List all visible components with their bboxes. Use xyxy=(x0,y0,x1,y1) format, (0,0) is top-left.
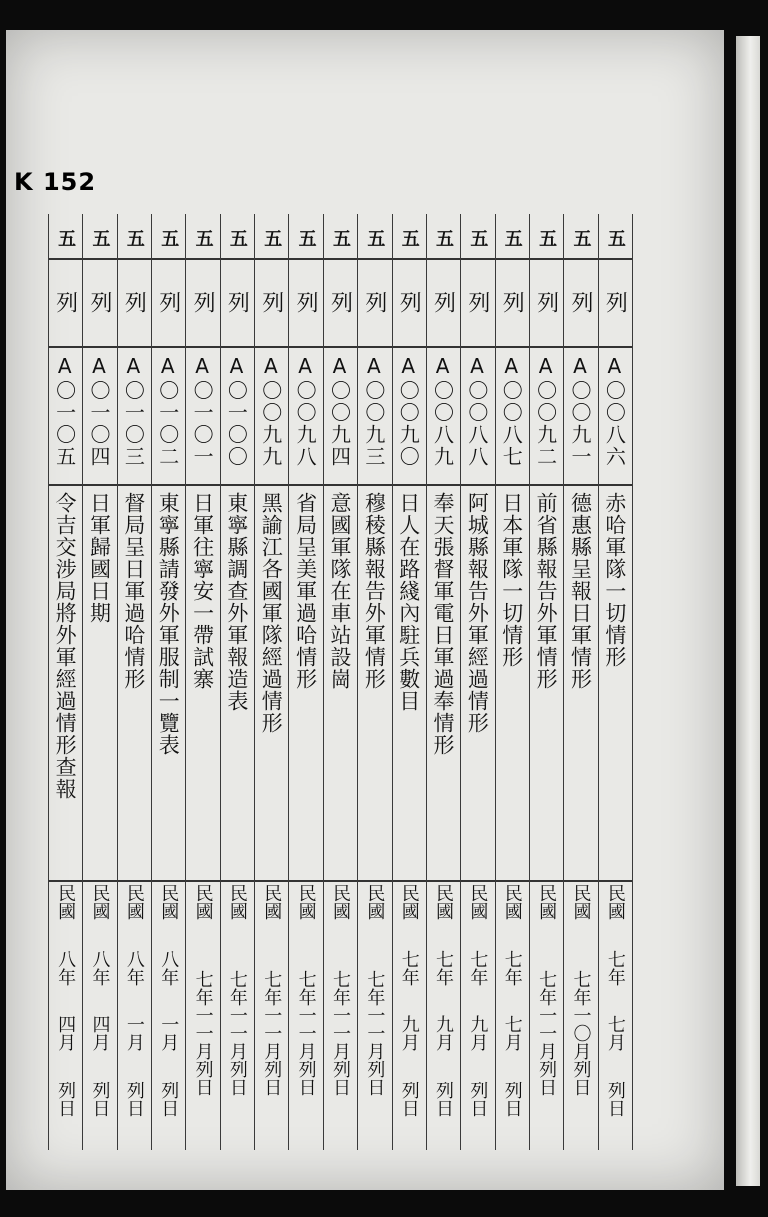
column-divider xyxy=(632,214,633,1150)
series-label: 列 xyxy=(361,291,387,313)
category-label-cell xyxy=(185,220,219,256)
item-title: 日本軍隊一切情形 xyxy=(499,492,524,668)
category-label-cell xyxy=(220,220,254,256)
item-title: 日軍往寧安一帶試寨 xyxy=(190,492,215,690)
date-part: 一月 xyxy=(123,1015,145,1051)
date-part: 七月 xyxy=(604,1015,626,1051)
item-date-cell xyxy=(288,884,322,1150)
category-label: 五 xyxy=(192,229,214,247)
series-label-cell xyxy=(460,262,494,342)
item-code-cell xyxy=(220,354,254,482)
item-title: 督局呈日軍過哈情形 xyxy=(121,492,146,690)
date-part: 列日 xyxy=(192,1060,214,1096)
item-code: A〇一〇二 xyxy=(155,354,180,468)
series-label-cell xyxy=(529,262,563,342)
item-code: A〇〇九二 xyxy=(533,354,558,468)
page-number: K 152 xyxy=(14,168,97,196)
item-title: 令吉交涉局將外軍經過情形查報 xyxy=(53,492,78,800)
item-title-cell xyxy=(288,492,322,882)
item-code-cell xyxy=(495,354,529,482)
item-title: 穆稜縣報告外軍情形 xyxy=(362,492,387,690)
item-title-cell xyxy=(563,492,597,882)
category-label: 五 xyxy=(604,229,626,247)
date-part: 列日 xyxy=(123,1080,145,1117)
series-label-cell xyxy=(495,262,529,342)
item-code: A〇〇九九 xyxy=(258,354,283,468)
item-title-cell xyxy=(220,492,254,882)
item-title-cell xyxy=(392,492,426,882)
catalog-entry xyxy=(460,214,494,1150)
item-title: 奉天張督軍電日軍過奉情形 xyxy=(431,492,456,756)
item-code: A〇一〇一 xyxy=(190,354,215,468)
date-part: 列日 xyxy=(55,1080,77,1117)
item-date xyxy=(400,884,418,1146)
item-code-cell xyxy=(460,354,494,482)
date-part: 民國 xyxy=(364,884,386,920)
catalog-entry xyxy=(288,214,322,1150)
catalog-entry xyxy=(495,214,529,1150)
item-title: 省局呈美軍過哈情形 xyxy=(293,492,318,690)
series-label-cell xyxy=(220,262,254,342)
series-label: 列 xyxy=(499,291,525,313)
item-date-cell xyxy=(563,884,597,1150)
category-label: 五 xyxy=(329,229,351,247)
item-title-cell xyxy=(82,492,116,882)
date-part: 七年 xyxy=(501,949,523,986)
category-label: 五 xyxy=(89,229,111,247)
date-part: 列日 xyxy=(295,1060,317,1096)
category-label-cell xyxy=(151,220,185,256)
date-part: 列日 xyxy=(226,1060,248,1096)
date-part: 民國 xyxy=(398,884,420,920)
series-label-cell xyxy=(82,262,116,342)
category-label: 五 xyxy=(433,229,455,247)
date-part: 七年一一月 xyxy=(226,970,248,1060)
category-label: 五 xyxy=(123,229,145,247)
category-label: 五 xyxy=(364,229,386,247)
item-code: A〇〇八六 xyxy=(602,354,627,468)
series-label-cell xyxy=(426,262,460,342)
date-part: 七年一一月 xyxy=(364,970,386,1060)
item-title-cell xyxy=(460,492,494,882)
series-label-cell xyxy=(151,262,185,342)
item-code-cell xyxy=(151,354,185,482)
date-part: 七年 xyxy=(467,949,489,986)
series-label-cell xyxy=(48,262,82,342)
date-part: 民國 xyxy=(329,884,351,920)
catalog-entry xyxy=(220,214,254,1150)
catalog-entry xyxy=(426,214,460,1150)
date-part: 民國 xyxy=(226,884,248,920)
item-title: 意國軍隊在車站設崗 xyxy=(327,492,352,690)
item-code-cell xyxy=(563,354,597,482)
item-title-cell xyxy=(48,492,82,882)
item-title-cell xyxy=(529,492,563,882)
date-part: 民國 xyxy=(192,884,214,920)
series-label: 列 xyxy=(430,291,456,313)
series-label-cell xyxy=(185,262,219,342)
date-part: 列日 xyxy=(364,1060,386,1096)
series-label: 列 xyxy=(464,291,490,313)
date-part: 列日 xyxy=(570,1060,592,1096)
date-part: 民國 xyxy=(55,884,77,920)
category-label-cell xyxy=(529,220,563,256)
item-title-cell xyxy=(598,492,632,882)
item-date-cell xyxy=(392,884,426,1150)
date-part: 列日 xyxy=(329,1060,351,1096)
item-code-cell xyxy=(117,354,151,482)
category-label: 五 xyxy=(501,229,523,247)
item-title-cell xyxy=(185,492,219,882)
item-title-cell xyxy=(254,492,288,882)
date-part: 四月 xyxy=(55,1015,77,1051)
item-code: A〇〇九三 xyxy=(361,354,386,468)
category-label: 五 xyxy=(570,229,592,247)
category-label: 五 xyxy=(536,229,558,247)
page-edge xyxy=(736,36,760,1186)
date-part: 九月 xyxy=(398,1015,420,1051)
item-title: 赤哈軍隊一切情形 xyxy=(602,492,627,668)
item-code: A〇一〇五 xyxy=(52,354,77,468)
item-code: A〇一〇三 xyxy=(121,354,146,468)
date-part: 民國 xyxy=(123,884,145,920)
date-part: 七年一一月 xyxy=(536,970,558,1060)
date-part: 民國 xyxy=(570,884,592,920)
item-date-cell xyxy=(185,884,219,1150)
item-date-cell xyxy=(220,884,254,1150)
catalog-entry xyxy=(563,214,597,1150)
series-label-cell xyxy=(254,262,288,342)
series-label: 列 xyxy=(155,291,181,313)
item-date-cell xyxy=(529,884,563,1150)
date-part: 八年 xyxy=(123,949,145,986)
series-label-cell xyxy=(117,262,151,342)
item-title: 東寧縣請發外軍服制一覽表 xyxy=(156,492,181,756)
date-part: 列日 xyxy=(467,1080,489,1117)
date-part: 民國 xyxy=(536,884,558,920)
item-date xyxy=(331,884,349,1146)
item-code-cell xyxy=(392,354,426,482)
category-label-cell xyxy=(48,220,82,256)
catalog-entry xyxy=(117,214,151,1150)
catalog-entry xyxy=(598,214,632,1150)
date-part: 民國 xyxy=(501,884,523,920)
item-title-cell xyxy=(151,492,185,882)
item-code: A〇〇九八 xyxy=(293,354,318,468)
date-part: 七月 xyxy=(501,1015,523,1051)
catalog-entry xyxy=(323,214,357,1150)
category-label: 五 xyxy=(467,229,489,247)
item-date xyxy=(433,884,455,1146)
category-label-cell xyxy=(392,220,426,256)
category-label-cell xyxy=(117,220,151,256)
item-code: A〇〇九一 xyxy=(567,354,592,468)
catalog-entry xyxy=(392,214,426,1150)
date-part: 列日 xyxy=(433,1080,455,1117)
series-label: 列 xyxy=(396,291,422,313)
series-label: 列 xyxy=(121,291,147,313)
item-date xyxy=(125,884,143,1146)
catalog-entry xyxy=(82,214,116,1150)
item-code-cell xyxy=(185,354,219,482)
item-date xyxy=(158,884,180,1146)
catalog-entry xyxy=(48,214,82,1150)
catalog-entry xyxy=(185,214,219,1150)
catalog-entry xyxy=(357,214,391,1150)
item-date xyxy=(261,884,283,1146)
date-part: 民國 xyxy=(261,884,283,920)
date-part: 民國 xyxy=(295,884,317,920)
item-date xyxy=(570,884,592,1146)
category-label: 五 xyxy=(55,229,77,247)
item-title-cell xyxy=(495,492,529,882)
date-part: 八年 xyxy=(89,949,111,986)
category-label-cell xyxy=(495,220,529,256)
date-part: 列日 xyxy=(501,1080,523,1117)
item-date xyxy=(364,884,386,1146)
item-title-cell xyxy=(426,492,460,882)
item-date-cell xyxy=(495,884,529,1150)
series-label: 列 xyxy=(567,291,593,313)
date-part: 列日 xyxy=(158,1080,180,1117)
item-title: 日軍歸國日期 xyxy=(87,492,112,624)
item-code-cell xyxy=(48,354,82,482)
date-part: 列日 xyxy=(89,1080,111,1117)
catalog-table xyxy=(48,214,632,1150)
item-title-cell xyxy=(117,492,151,882)
item-code-cell xyxy=(426,354,460,482)
date-part: 民國 xyxy=(89,884,111,920)
series-label: 列 xyxy=(258,291,284,313)
item-date-cell xyxy=(426,884,460,1150)
category-label-cell xyxy=(563,220,597,256)
item-title: 日人在路綫內駐兵數目 xyxy=(396,492,421,712)
series-label: 列 xyxy=(87,291,113,313)
series-label-cell xyxy=(563,262,597,342)
item-title: 德惠縣呈報日軍情形 xyxy=(568,492,593,690)
item-title-cell xyxy=(357,492,391,882)
series-label-cell xyxy=(323,262,357,342)
series-label: 列 xyxy=(52,291,78,313)
date-part: 七年 xyxy=(604,949,626,986)
catalog-entry xyxy=(529,214,563,1150)
item-code-cell xyxy=(598,354,632,482)
date-part: 一月 xyxy=(158,1015,180,1051)
item-date-cell xyxy=(357,884,391,1150)
date-part: 四月 xyxy=(89,1015,111,1051)
item-title: 前省縣報告外軍情形 xyxy=(534,492,559,690)
category-label: 五 xyxy=(158,229,180,247)
series-label-cell xyxy=(392,262,426,342)
date-part: 八年 xyxy=(55,949,77,986)
date-part: 列日 xyxy=(536,1060,558,1096)
item-title: 阿城縣報告外軍經過情形 xyxy=(465,492,490,734)
date-part: 七年一一月 xyxy=(295,970,317,1060)
item-code: A〇一〇四 xyxy=(87,354,112,468)
item-code: A〇〇九〇 xyxy=(396,354,421,468)
date-part: 民國 xyxy=(158,884,180,920)
item-date-cell xyxy=(48,884,82,1150)
date-part: 七年一〇月 xyxy=(570,970,592,1060)
date-part: 七年一一月 xyxy=(261,970,283,1060)
series-label: 列 xyxy=(293,291,319,313)
series-label: 列 xyxy=(327,291,353,313)
item-code-cell xyxy=(288,354,322,482)
date-part: 列日 xyxy=(398,1080,420,1117)
date-part: 列日 xyxy=(604,1080,626,1117)
item-date-cell xyxy=(323,884,357,1150)
item-date xyxy=(606,884,624,1146)
series-label: 列 xyxy=(533,291,559,313)
item-date xyxy=(55,884,77,1146)
item-code: A〇〇八八 xyxy=(464,354,489,468)
series-label-cell xyxy=(288,262,322,342)
item-code-cell xyxy=(254,354,288,482)
category-label: 五 xyxy=(261,229,283,247)
item-code: A〇一〇〇 xyxy=(224,354,249,468)
category-label-cell xyxy=(82,220,116,256)
item-date xyxy=(503,884,521,1146)
series-label-cell xyxy=(357,262,391,342)
series-label-cell xyxy=(598,262,632,342)
category-label: 五 xyxy=(295,229,317,247)
series-label: 列 xyxy=(190,291,216,313)
date-part: 民國 xyxy=(433,884,455,920)
item-code-cell xyxy=(323,354,357,482)
date-part: 列日 xyxy=(261,1060,283,1096)
date-part: 民國 xyxy=(604,884,626,920)
item-date-cell xyxy=(82,884,116,1150)
date-part: 八年 xyxy=(158,949,180,986)
date-part: 七年一一月 xyxy=(329,970,351,1060)
date-part: 民國 xyxy=(467,884,489,920)
category-label-cell xyxy=(357,220,391,256)
item-date xyxy=(91,884,109,1146)
category-label: 五 xyxy=(398,229,420,247)
date-part: 九月 xyxy=(433,1015,455,1051)
item-date xyxy=(297,884,315,1146)
item-date-cell xyxy=(460,884,494,1150)
item-date xyxy=(536,884,558,1146)
item-title: 黑諭江各國軍隊經過情形 xyxy=(259,492,284,734)
item-date-cell xyxy=(117,884,151,1150)
item-date xyxy=(228,884,246,1146)
date-part: 七年 xyxy=(433,949,455,986)
item-title: 東寧縣調查外軍報造表 xyxy=(224,492,249,712)
date-part: 九月 xyxy=(467,1015,489,1051)
catalog-entry xyxy=(151,214,185,1150)
item-date xyxy=(194,884,212,1146)
catalog-entry xyxy=(254,214,288,1150)
series-label: 列 xyxy=(224,291,250,313)
date-part: 七年一一月 xyxy=(192,970,214,1060)
item-code-cell xyxy=(357,354,391,482)
item-code: A〇〇九四 xyxy=(327,354,352,468)
item-date xyxy=(467,884,489,1146)
category-label-cell xyxy=(323,220,357,256)
item-date-cell xyxy=(254,884,288,1150)
category-label-cell xyxy=(598,220,632,256)
item-code: A〇〇八九 xyxy=(430,354,455,468)
item-code: A〇〇八七 xyxy=(499,354,524,468)
category-label-cell xyxy=(426,220,460,256)
category-label: 五 xyxy=(226,229,248,247)
category-label-cell xyxy=(460,220,494,256)
item-date-cell xyxy=(151,884,185,1150)
item-title-cell xyxy=(323,492,357,882)
category-label-cell xyxy=(288,220,322,256)
item-date-cell xyxy=(598,884,632,1150)
date-part: 七年 xyxy=(398,949,420,986)
item-code-cell xyxy=(529,354,563,482)
category-label-cell xyxy=(254,220,288,256)
item-code-cell xyxy=(82,354,116,482)
series-label: 列 xyxy=(602,291,628,313)
